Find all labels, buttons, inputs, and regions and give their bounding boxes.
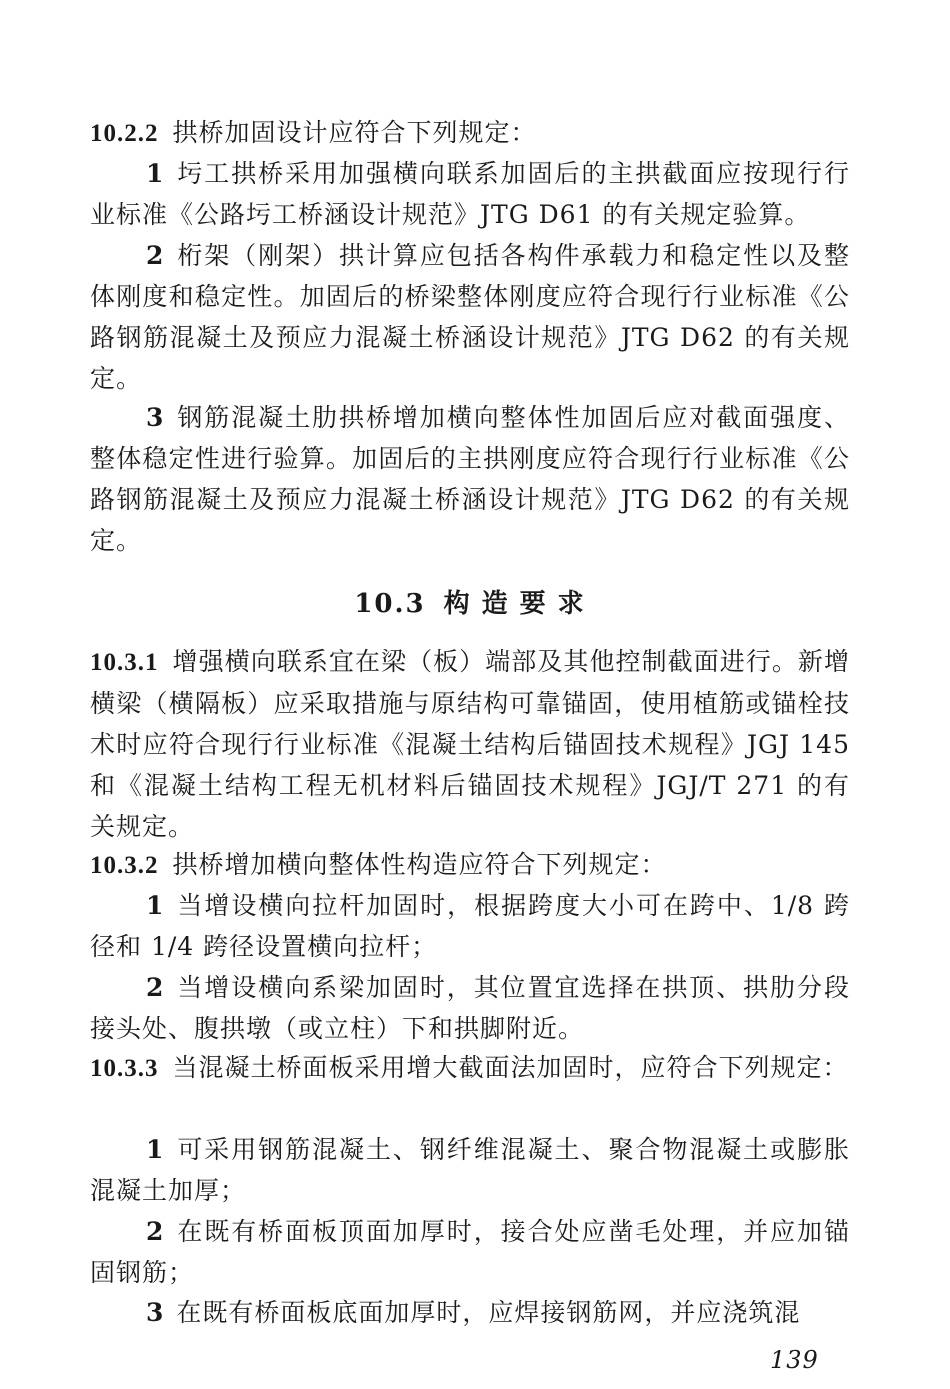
item-text: 桁架（刚架）拱计算应包括各构件承载力和稳定性以及整体刚度和稳定性。加固后的桥梁整体刚度应符合现行行业标准《公路钢筋混凝土及预应力混凝土桥涵设计规范》JTG D62 的有关规定。 bbox=[90, 241, 850, 393]
clause-text: 拱桥增加横向整体性构造应符合下列规定： bbox=[172, 850, 667, 879]
item-number: 1 bbox=[146, 891, 165, 920]
clause-10-2-2 bbox=[90, 112, 850, 154]
item-2 bbox=[90, 967, 850, 1049]
clause-10-3-3 bbox=[90, 1047, 850, 1089]
clause-10-3-1 bbox=[90, 641, 850, 847]
item-text: 可采用钢筋混凝土、钢纤维混凝土、聚合物混凝土或膨胀混凝土加厚； bbox=[90, 1135, 850, 1205]
clause-text: 当混凝土桥面板采用增大截面法加固时，应符合下列规定： bbox=[172, 1053, 849, 1082]
item-text: 当增设横向系梁加固时，其位置宜选择在拱顶、拱肋分段接头处、腹拱墩（或立柱）下和拱脚附近。 bbox=[90, 973, 850, 1043]
item-number: 2 bbox=[146, 1217, 165, 1246]
section-number: 10.3 bbox=[354, 589, 426, 619]
item-number: 3 bbox=[146, 1298, 165, 1327]
item-number: 3 bbox=[146, 403, 165, 432]
section-title: 构造要求 bbox=[443, 589, 596, 619]
item-number: 2 bbox=[146, 241, 165, 270]
item-text: 在既有桥面板顶面加厚时，接合处应凿毛处理，并应加锚固钢筋； bbox=[90, 1217, 850, 1287]
clause-number: 10.3.1 bbox=[90, 649, 159, 676]
item-2 bbox=[90, 235, 850, 399]
clause-text: 增强横向联系宜在梁（板）端部及其他控制截面进行。新增横梁（横隔板）应采取措施与原结构可靠锚固，使用植筋或锚栓技术时应符合现行行业标准《混凝土结构后锚固技术规程》JGJ 145 和《混凝土结构工程无机材料后锚固技术规程》JGJ/T 271 的有关规定。 bbox=[90, 647, 850, 841]
section-heading bbox=[0, 583, 950, 620]
page-number: 139 bbox=[770, 1346, 819, 1374]
item-number: 1 bbox=[146, 1135, 165, 1164]
clause-number: 10.3.2 bbox=[90, 852, 159, 879]
clause-10-3-2 bbox=[90, 844, 850, 886]
item-1 bbox=[90, 1129, 850, 1211]
item-text: 钢筋混凝土肋拱桥增加横向整体性加固后应对截面强度、整体稳定性进行验算。加固后的主拱刚度应符合现行行业标准《公路钢筋混凝土及预应力混凝土桥涵设计规范》JTG D62 的有关规定。 bbox=[90, 403, 850, 555]
item-2 bbox=[90, 1211, 850, 1293]
item-1 bbox=[90, 885, 850, 967]
item-number: 2 bbox=[146, 973, 165, 1002]
item-3 bbox=[90, 397, 850, 561]
item-1 bbox=[90, 153, 850, 235]
clause-number: 10.3.3 bbox=[90, 1055, 159, 1082]
item-text: 当增设横向拉杆加固时，根据跨度大小可在跨中、1/8 跨径和 1/4 跨径设置横向拉杆； bbox=[90, 891, 850, 961]
item-number: 1 bbox=[146, 159, 165, 188]
clause-number: 10.2.2 bbox=[90, 120, 159, 147]
clause-text: 拱桥加固设计应符合下列规定： bbox=[172, 118, 537, 147]
item-text: 在既有桥面板底面加厚时，应焊接钢筋网，并应浇筑混 bbox=[176, 1298, 801, 1327]
item-3 bbox=[90, 1292, 850, 1333]
item-text: 圬工拱桥采用加强横向联系加固后的主拱截面应按现行行业标准《公路圬工桥涵设计规范》JTG D61 的有关规定验算。 bbox=[90, 159, 850, 229]
